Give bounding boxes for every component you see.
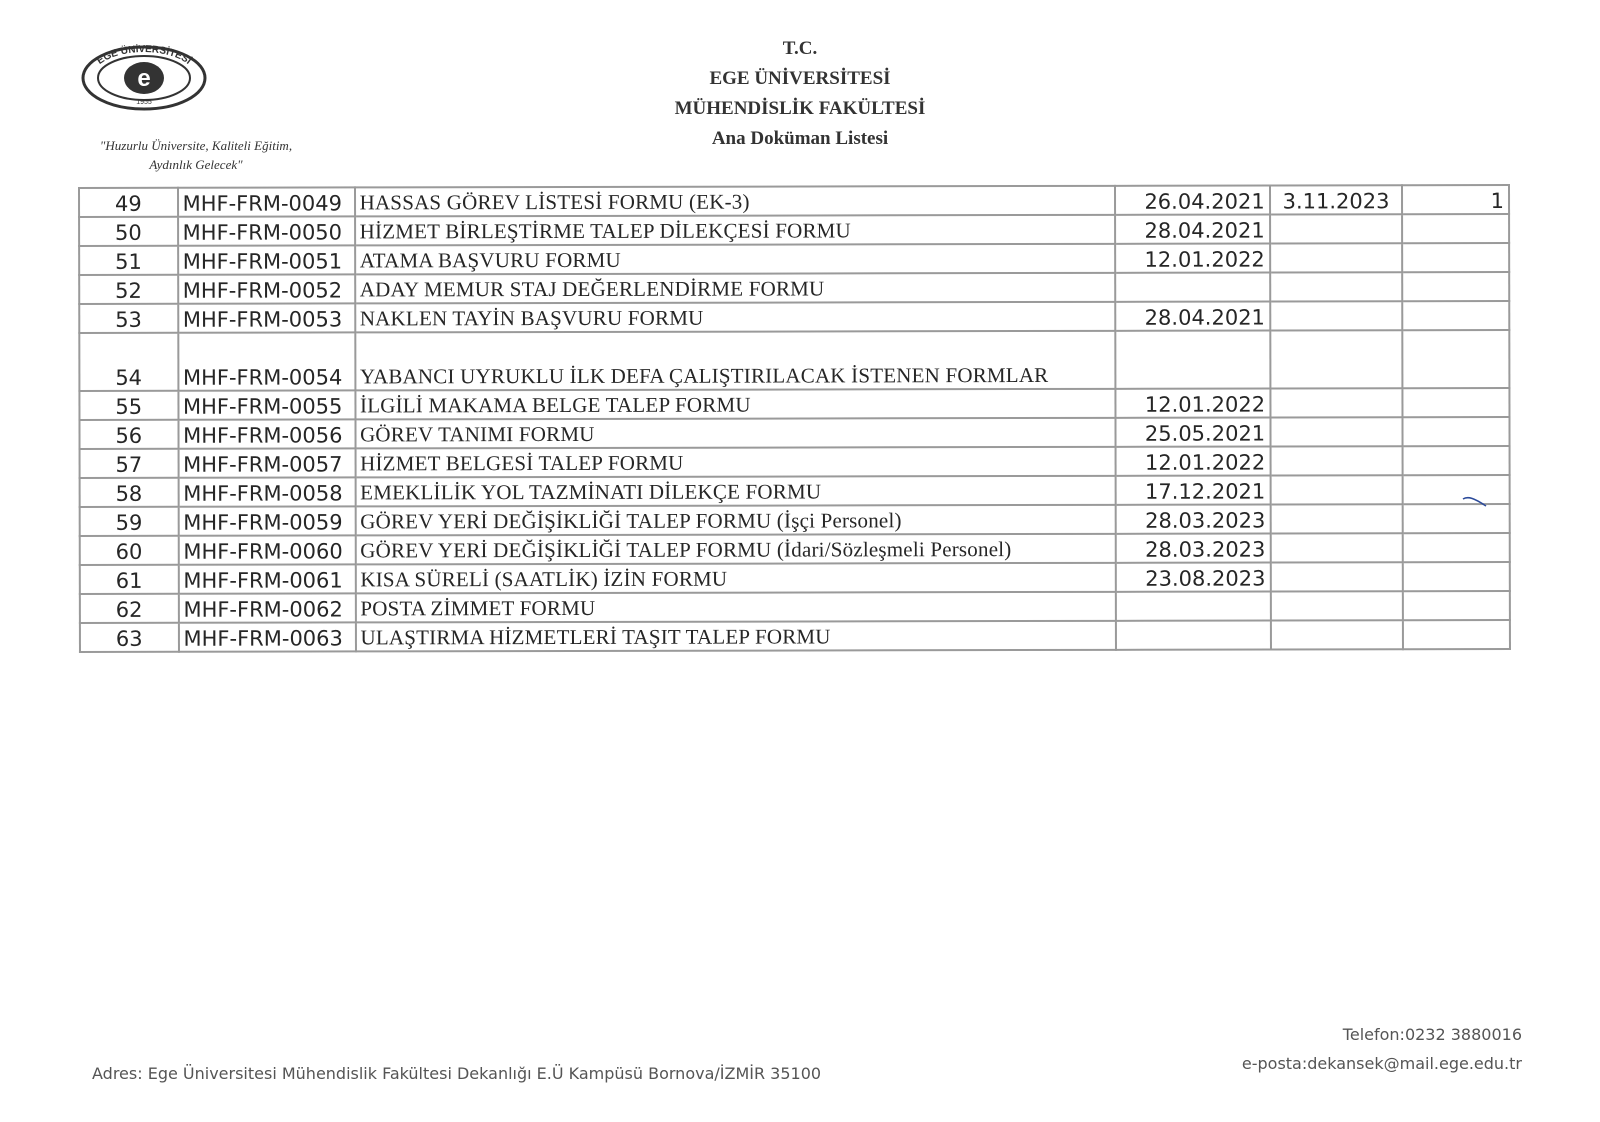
revision-date: 3.11.2023 bbox=[1270, 185, 1403, 214]
row-number: 55 bbox=[79, 391, 178, 420]
row-number: 62 bbox=[80, 594, 179, 623]
table-row bbox=[80, 446, 1510, 478]
revision-number bbox=[1403, 620, 1510, 649]
publish-date bbox=[1115, 331, 1270, 389]
document-name: ATAMA BAŞVURU FORMU bbox=[355, 244, 1115, 275]
revision-number bbox=[1403, 533, 1510, 562]
seal-year: 1955 bbox=[136, 99, 152, 106]
publish-date: 17.12.2021 bbox=[1115, 476, 1270, 505]
row-number: 49 bbox=[79, 188, 178, 217]
publish-date: 12.01.2022 bbox=[1115, 389, 1270, 418]
document-name: ULAŞTIRMA HİZMETLERİ TAŞIT TALEP FORMU bbox=[355, 621, 1115, 652]
revision-number bbox=[1403, 504, 1510, 533]
publish-date: 28.03.2023 bbox=[1116, 534, 1271, 563]
header-line-1: T.C. bbox=[782, 38, 818, 59]
document-code: MHF-FRM-0060 bbox=[178, 535, 355, 564]
document-name: HASSAS GÖREV LİSTESİ FORMU (EK-3) bbox=[355, 186, 1115, 217]
pen-mark-icon bbox=[1462, 496, 1488, 508]
document-code: MHF-FRM-0061 bbox=[178, 564, 355, 593]
publish-date: 23.08.2023 bbox=[1116, 563, 1271, 592]
document-code: MHF-FRM-0063 bbox=[178, 622, 355, 651]
revision-date bbox=[1270, 388, 1403, 417]
revision-date bbox=[1270, 214, 1403, 243]
row-number: 59 bbox=[80, 507, 179, 536]
document-name: HİZMET BELGESİ TALEP FORMU bbox=[355, 447, 1115, 478]
motto bbox=[76, 136, 316, 174]
document-list-table bbox=[78, 184, 1511, 653]
revision-number bbox=[1403, 591, 1510, 620]
row-number: 54 bbox=[79, 333, 178, 391]
document-code: MHF-FRM-0053 bbox=[178, 303, 355, 332]
table-row bbox=[80, 475, 1510, 507]
publish-date: 28.03.2023 bbox=[1115, 505, 1270, 534]
publish-date bbox=[1115, 273, 1270, 302]
publish-date: 12.01.2022 bbox=[1115, 447, 1270, 476]
revision-date bbox=[1270, 533, 1403, 562]
document-code: MHF-FRM-0057 bbox=[178, 448, 355, 477]
row-number: 56 bbox=[79, 420, 178, 449]
revision-number bbox=[1403, 388, 1510, 417]
publish-date: 25.05.2021 bbox=[1115, 418, 1270, 447]
publish-date bbox=[1116, 621, 1271, 650]
revision-number bbox=[1403, 446, 1510, 475]
table-row bbox=[79, 243, 1509, 275]
document-name: İLGİLİ MAKAMA BELGE TALEP FORMU bbox=[355, 389, 1115, 420]
revision-date bbox=[1270, 272, 1403, 301]
publish-date: 28.04.2021 bbox=[1115, 215, 1270, 244]
footer-address: Adres: Ege Üniversitesi Mühendislik Fakültesi Dekanlığı E.Ü Kampüsü Bornova/İZMİR 35100 bbox=[92, 1064, 822, 1083]
document-name: POSTA ZİMMET FORMU bbox=[355, 592, 1115, 623]
revision-number bbox=[1403, 301, 1510, 330]
document-code: MHF-FRM-0051 bbox=[178, 245, 355, 274]
publish-date: 12.01.2022 bbox=[1115, 244, 1270, 273]
svg-text:e: e bbox=[137, 65, 151, 92]
row-number: 63 bbox=[80, 623, 179, 652]
revision-date bbox=[1271, 620, 1404, 649]
revision-number bbox=[1403, 330, 1510, 388]
row-number: 61 bbox=[80, 565, 179, 594]
document-code: MHF-FRM-0054 bbox=[178, 332, 355, 390]
document-code: MHF-FRM-0056 bbox=[178, 419, 355, 448]
revision-number bbox=[1402, 243, 1509, 272]
revision-date bbox=[1270, 301, 1403, 330]
header-line-2: EGE ÜNİVERSİTESİ bbox=[709, 68, 891, 89]
revision-date bbox=[1270, 591, 1403, 620]
table-row bbox=[79, 272, 1509, 304]
document-code: MHF-FRM-0055 bbox=[178, 390, 355, 419]
document-code: MHF-FRM-0058 bbox=[178, 477, 355, 506]
document-code: MHF-FRM-0049 bbox=[178, 187, 355, 216]
document-name: EMEKLİLİK YOL TAZMİNATI DİLEKÇE FORMU bbox=[355, 476, 1115, 507]
table-row bbox=[79, 301, 1509, 333]
seal-text: EGE ÜNİVERSİTESİ bbox=[95, 44, 194, 67]
document-name: YABANCI UYRUKLU İLK DEFA ÇALIŞTIRILACAK İSTENEN FORMLAR bbox=[355, 331, 1115, 391]
revision-number bbox=[1403, 475, 1510, 504]
revision-number bbox=[1403, 417, 1510, 446]
revision-number bbox=[1403, 562, 1510, 591]
document-name: GÖREV TANIMI FORMU bbox=[355, 418, 1115, 449]
motto-line-1: "Huzurlu Üniversite, Kaliteli Eğitim, bbox=[99, 138, 293, 153]
table-row bbox=[80, 620, 1510, 652]
document-header bbox=[580, 34, 1020, 154]
row-number: 60 bbox=[80, 536, 179, 565]
table-row bbox=[80, 504, 1510, 536]
footer-email: e-posta:dekansek@mail.ege.edu.tr bbox=[1241, 1054, 1522, 1073]
document-code: MHF-FRM-0050 bbox=[178, 216, 355, 245]
revision-date bbox=[1270, 562, 1403, 591]
publish-date: 28.04.2021 bbox=[1115, 302, 1270, 331]
table-row bbox=[79, 388, 1509, 420]
revision-number: 1 bbox=[1402, 185, 1509, 214]
table-row bbox=[79, 214, 1509, 246]
document-code: MHF-FRM-0062 bbox=[178, 593, 355, 622]
document-name: ADAY MEMUR STAJ DEĞERLENDİRME FORMU bbox=[355, 273, 1115, 304]
table-row bbox=[79, 417, 1509, 449]
header-line-3: MÜHENDİSLİK FAKÜLTESİ bbox=[674, 98, 926, 119]
table-row bbox=[79, 330, 1509, 391]
row-number: 58 bbox=[80, 478, 179, 507]
revision-date bbox=[1270, 475, 1403, 504]
table-row bbox=[80, 533, 1510, 565]
publish-date: 26.04.2021 bbox=[1115, 186, 1270, 215]
footer-phone: Telefon:0232 3880016 bbox=[1342, 1025, 1522, 1044]
document-name: GÖREV YERİ DEĞİŞİKLİĞİ TALEP FORMU (İşçi Personel) bbox=[355, 505, 1115, 536]
document-name: NAKLEN TAYİN BAŞVURU FORMU bbox=[355, 302, 1115, 333]
row-number: 51 bbox=[79, 246, 178, 275]
table-row bbox=[79, 185, 1509, 217]
table-row bbox=[80, 562, 1510, 594]
row-number: 50 bbox=[79, 217, 178, 246]
publish-date bbox=[1116, 592, 1271, 621]
header-line-4: Ana Doküman Listesi bbox=[711, 128, 889, 149]
document-name: HİZMET BİRLEŞTİRME TALEP DİLEKÇESİ FORMU bbox=[355, 215, 1115, 246]
footer-contact bbox=[1242, 1020, 1522, 1078]
document-name: GÖREV YERİ DEĞİŞİKLİĞİ TALEP FORMU (İdari/Sözleşmeli Personel) bbox=[355, 534, 1115, 565]
revision-date bbox=[1270, 504, 1403, 533]
document-code: MHF-FRM-0052 bbox=[178, 274, 355, 303]
ege-university-seal-icon bbox=[80, 44, 208, 112]
revision-date bbox=[1270, 330, 1403, 388]
document-code: MHF-FRM-0059 bbox=[178, 506, 355, 535]
table-row bbox=[80, 591, 1510, 623]
row-number: 57 bbox=[80, 449, 179, 478]
revision-date bbox=[1270, 417, 1403, 446]
revision-number bbox=[1402, 214, 1509, 243]
motto-line-2: Aydınlık Gelecek" bbox=[149, 157, 243, 172]
row-number: 53 bbox=[79, 304, 178, 333]
revision-date bbox=[1270, 446, 1403, 475]
revision-number bbox=[1403, 272, 1510, 301]
revision-date bbox=[1270, 243, 1403, 272]
row-number: 52 bbox=[79, 275, 178, 304]
document-name: KISA SÜRELİ (SAATLİK) İZİN FORMU bbox=[355, 563, 1115, 594]
